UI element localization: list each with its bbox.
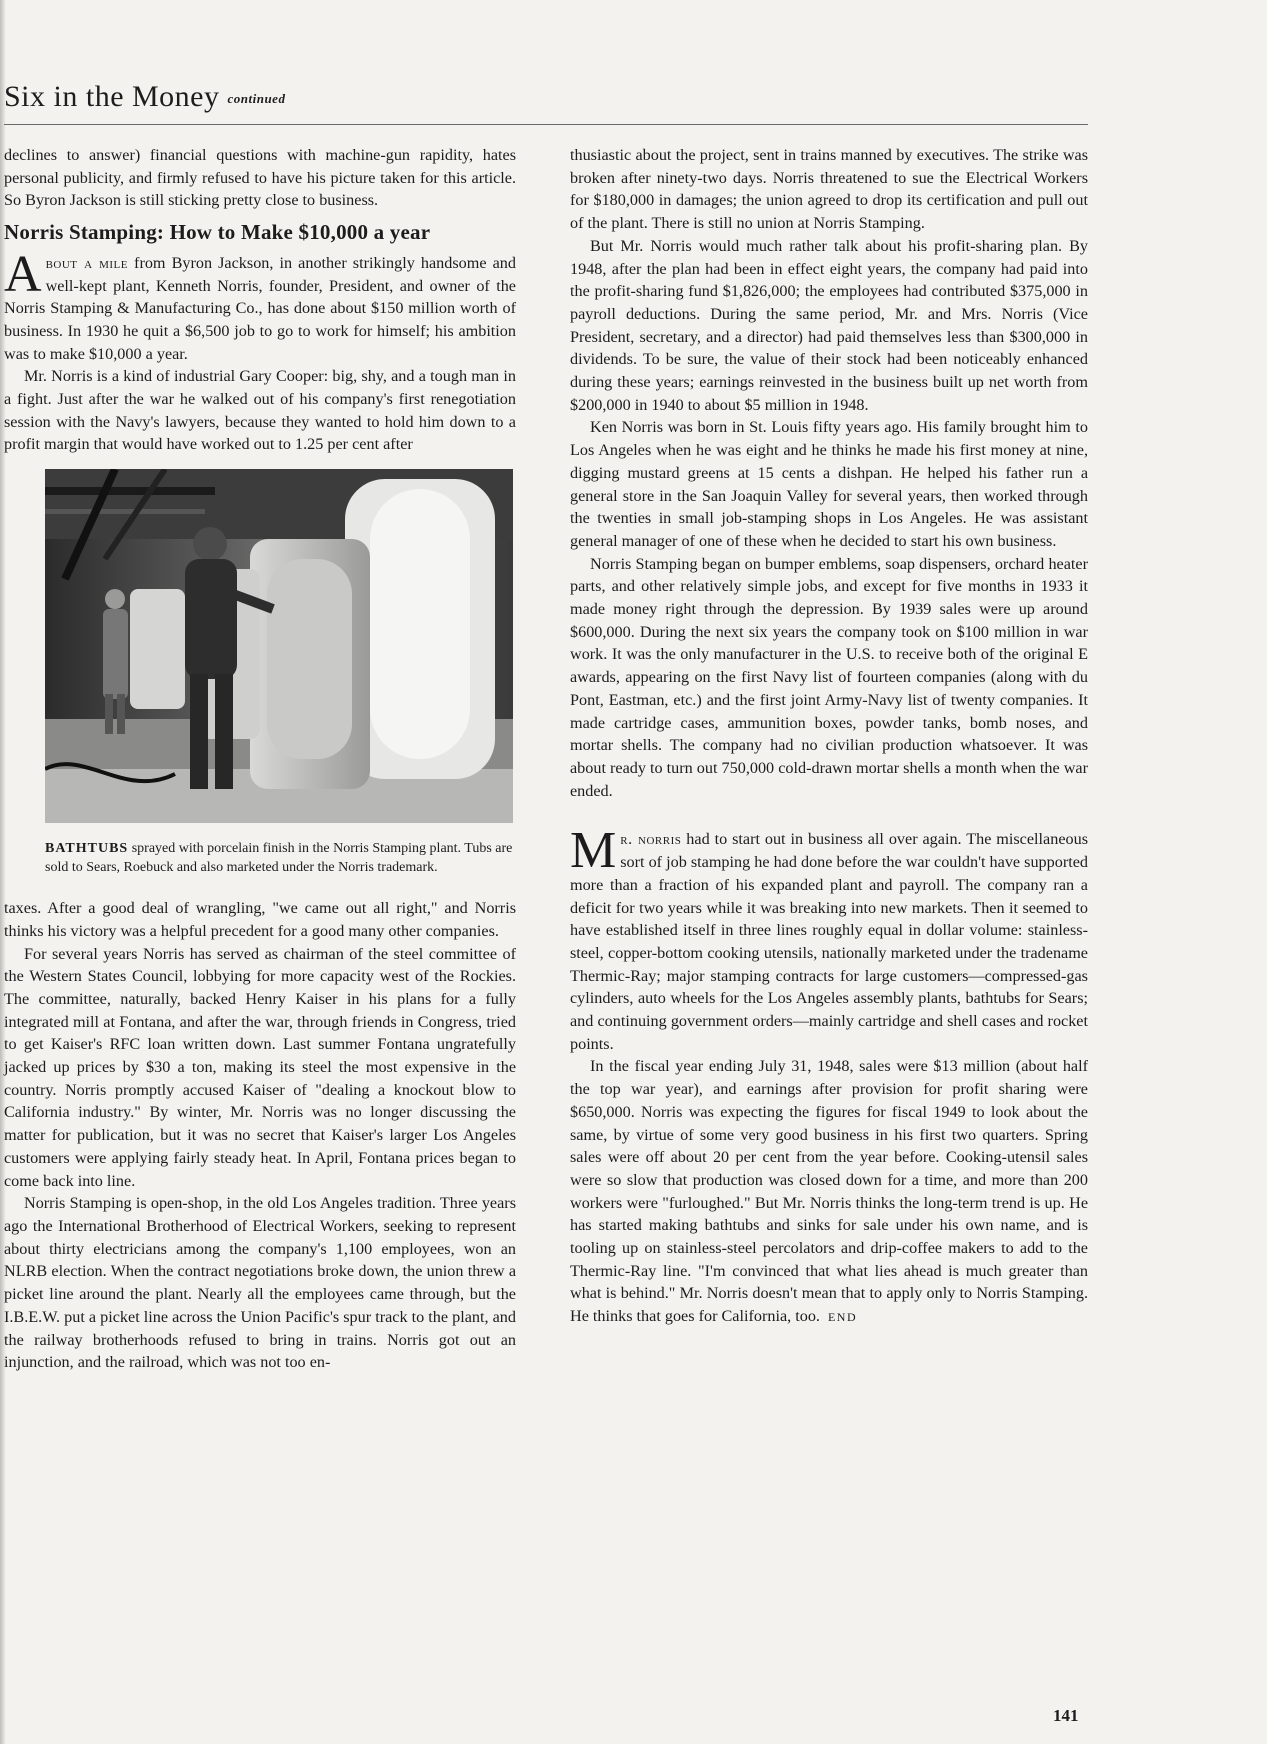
- paragraph: Norris Stamping began on bumper emblems, soap dispensers, orchard heater parts, and other relatively simple jobs, and except for five months in 1933 it made money right through the depression. By 1939 sales were up around $600,000. During the next six years the company took on $100 million in war work. It was the only manufacturer in the U.S. to receive both of the original E awards, appearing on the first Navy list of fourteen companies (along with du Pont, Eastman, etc.) and the first joint Army-Navy list of twenty companies. It made cartridge cases, ammunition boxes, powder tanks, bomb noses, and mortar shells. The company had no civilian production whatsoever. It was about ready to turn out 750,000 cold-drawn mortar shells a month when the war ended.: [570, 554, 1088, 800]
- caption-text: sprayed with porcelain finish in the Norris Stamping plant. Tubs are sold to Sears, Roebuck and also marketed under the Norris trademark.: [45, 841, 513, 876]
- small-caps-lead: bout a mile: [45, 253, 128, 272]
- right-column: [570, 144, 1088, 1329]
- section-heading: Norris Stamping: How to Make $10,000 a year: [4, 220, 431, 245]
- header-rule: [4, 124, 1088, 125]
- photo-caption: [45, 839, 513, 877]
- paragraph: taxes. After a good deal of wrangling, "we came out all right," and Norris thinks his victory was a helpful precedent for a good many other companies.: [4, 899, 516, 940]
- caption-lead: BATHTUBS: [45, 841, 129, 857]
- end-mark: END: [827, 1310, 858, 1325]
- paragraph-text: had to start out in business all over again. The miscellaneous sort of job stamping he had done before the war couldn't have supported more than a fraction of his expanded plant and payroll. The company ran a deficit for two years while it was breaking into new markets. Then it seemed to have established itself in three lines roughly equal in dollar volume: stainless-steel, copper-bottom cooking utensils, nationally marketed under the tradename Thermic-Ray; major stamping contracts for large customers—compressed-gas cylinders, auto wheels for the Los Angeles assembly plants, bathtubs for Sears; and continuing government orders—mainly cartridge and shell cases and rocket points.: [570, 830, 1088, 1053]
- paragraph: declines to answer) financial questions with machine-gun rapidity, hates personal publicity, and firmly refused to have his picture taken for this article. So Byron Jackson is still sticking pretty close to business.: [4, 146, 516, 210]
- paragraph: thusiastic about the project, sent in trains manned by executives. The strike was broken after ninety-two days. Norris threatened to sue the Electrical Workers for $180,000 in damages; the union agreed to drop its certification and pull out of the plant. There is still no union at Norris Stamping.: [570, 146, 1088, 233]
- title-text: Six in the Money: [4, 80, 220, 113]
- drop-cap: A: [4, 245, 42, 303]
- paragraph-with-dropcap: [4, 245, 516, 366]
- paragraph: But Mr. Norris would much rather talk about his profit-sharing plan. By 1948, after the plan had been in effect eight years, the company had paid into the profit-sharing fund $1,826,000; the employees had contributed $375,000 in payroll deductions. During the same period, Mr. and Mrs. Norris (Vice President, secretary, and a director) had paid themselves less than $300,000 in dividends. To be sure, the value of their stock had been noticeably enhanced during these years; earnings reinvested in the business built up net worth from $200,000 in 1940 to about $5 million in 1948.: [570, 236, 1088, 414]
- paragraph-text: In the fiscal year ending July 31, 1948, sales were $13 million (about half the top war year), and earnings after provision for profit sharing were $650,000. Norris was expecting the figures for fiscal 1949 to look about the same, by virtue of some very good business in his first two quarters. Spring sales were off about 20 per cent from the year before. Cooking-utensil sales were so slow that production was closed down for a time, and more than 200 workers were "furloughed." But Mr. Norris thinks the long-term trend is up. He has started making bathtubs and sinks for sale under his own name, and is tooling up on stainless-steel percolators and drip-coffee makers to add to the Thermic-Ray line. "I'm convinced that what lies ahead is much greater than what is behind." Mr. Norris doesn't mean that to apply only to Norris Stamping. He thinks that goes for California, too.: [570, 1057, 1088, 1326]
- paragraph: Norris Stamping is open-shop, in the old Los Angeles tradition. Three years ago the International Brotherhood of Electrical Workers, seeking to represent about thirty electricians among the company's 1,100 employees, won an NLRB election. When the contract negotiations broke down, the union threw a picket line around the plant. Nearly all the employees came through, but the I.B.E.W. put a picket line across the Union Pacific's spur track to the plant, and the railway brotherhoods refused to bring in trains. Norris got out an injunction, and the railroad, which was not too en-: [4, 1194, 516, 1372]
- page-number: 141: [1053, 1706, 1079, 1725]
- paragraph-with-dropcap: [570, 822, 1088, 1055]
- paragraph: For several years Norris has served as chairman of the steel committee of the Western States Council, lobbying for more capacity west of the Rockies. The committee, naturally, backed Henry Kaiser in his plans for a fully integrated mill at Fontana, and after the war, through friends in Congress, tried to get Kaiser's RFC loan written down. Last summer Fontana ungratefully jacked up prices by $30 a ton, making its steel the most expensive in the country. Norris promptly accused Kaiser of "dealing a knockout blow to California industry." By winter, Mr. Norris was no longer discussing the matter for publication, but it was no secret that Kaiser's larger Los Angeles customers were applying fairly steady heat. In April, Fontana prices began to come back into line.: [4, 944, 516, 1190]
- left-column: [4, 144, 516, 1374]
- paragraph: Ken Norris was born in St. Louis fifty years ago. His family brought him to Los Angeles when he was eight and he thinks he made his first money at nine, digging mustard greens at 15 cents a dishpan. He helped his father run a general store in the San Joaquin Valley for several years, then worked through the twenties in small job-stamping shops in Los Angeles. He was assistant general manager of one of these when he decided to start his own business.: [570, 418, 1088, 550]
- bathtub-photo: [45, 469, 513, 823]
- small-caps-lead: r. norris: [620, 830, 682, 849]
- article-header: [4, 80, 1088, 124]
- paragraph: Mr. Norris is a kind of industrial Gary Cooper: big, shy, and a tough man in a fight. Just after the war he walked out of his company's first renegotiation session with the Navy's lawyers, because they wanted to hold him down to a profit margin that would have worked out to 1.25 per cent after: [4, 367, 516, 454]
- section-gap: [570, 802, 1088, 828]
- paragraph-text: from Byron Jackson, in another strikingly handsome and well-kept plant, Kenneth Norris, founder, President, and owner of the Norris Stamping & Manufacturing Co., has done about $150 million worth of business. In 1930 he quit a $6,500 job to go to work for himself; his ambition was to make $10,000 a year.: [4, 253, 516, 363]
- article-title: [4, 80, 285, 114]
- paragraph: [570, 1055, 1088, 1328]
- continued-label: continued: [227, 91, 286, 106]
- drop-cap: M: [570, 822, 617, 880]
